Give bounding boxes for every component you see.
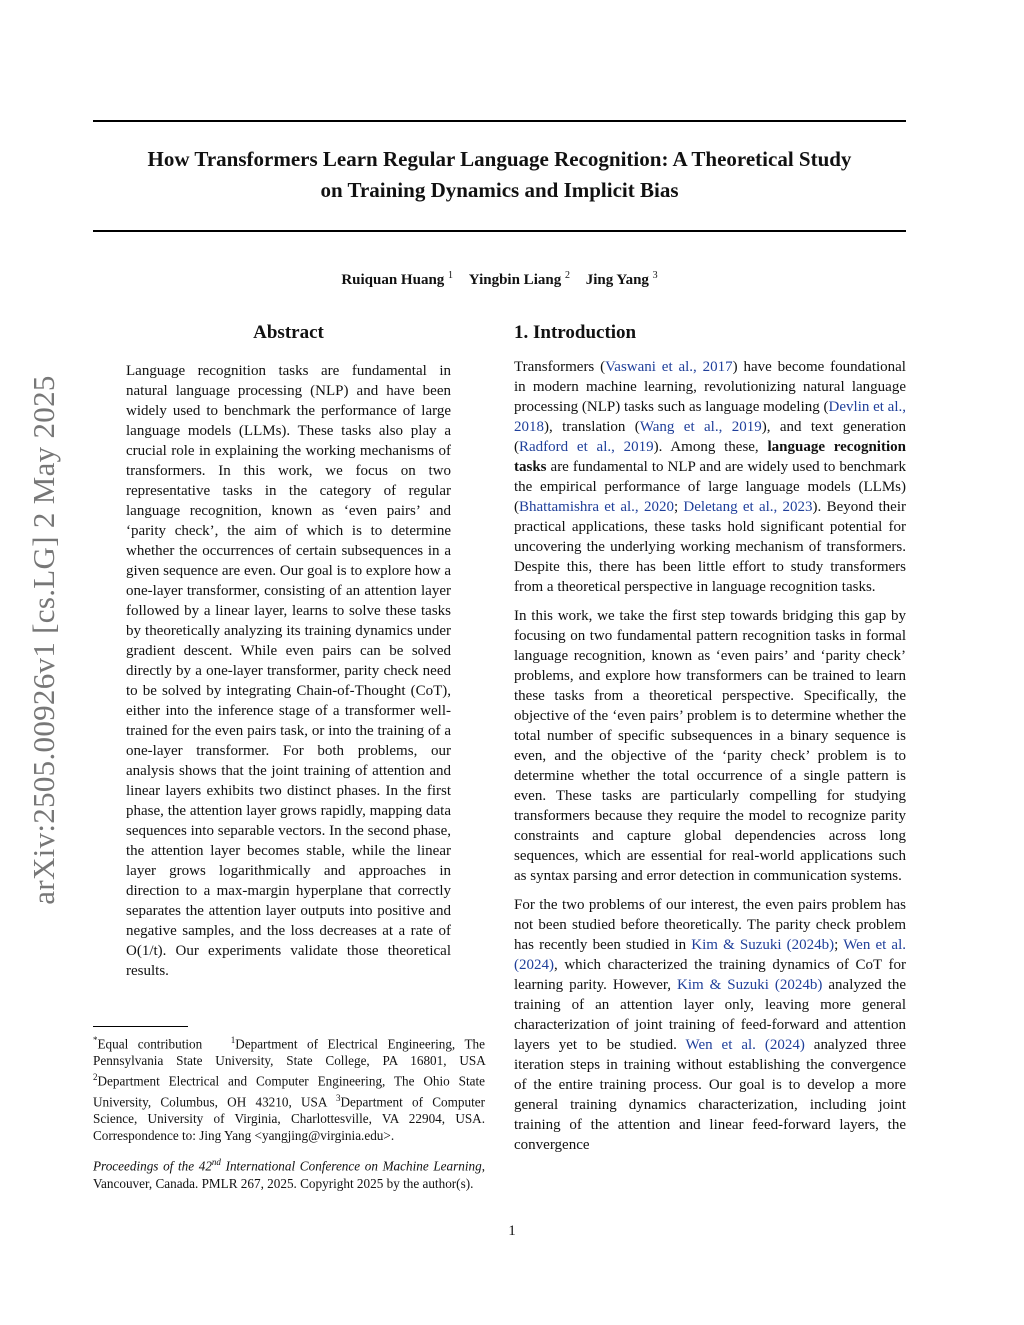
text-run: analyzed three iteration steps in training without establishing the convergence of the entire training process. Our goal is to develop a more general training dynamics characterization, including joint training of the attention and linear feed-forward layers, the convergence: [514, 1037, 907, 1153]
text-run: ;: [834, 937, 844, 953]
author-1: [341, 272, 453, 288]
author-affil-mark: 1: [448, 270, 454, 281]
text-run: are fundamental to NLP and are widely used to benchmark the empirical performance of large language models (LLMs) (: [514, 459, 906, 515]
footnotes: [93, 1032, 485, 1192]
proceedings-italic: International Conference on Machine Learning: [220, 1158, 482, 1174]
intro-paragraph-3: [514, 895, 906, 1155]
author-3: [586, 272, 658, 288]
affiliation-footnote: [93, 1032, 485, 1144]
citation-link[interactable]: Vaswani et al., 2017: [605, 359, 733, 375]
proceedings-ordinal: nd: [211, 1157, 221, 1168]
author-affil-mark: 2: [564, 270, 570, 281]
footnote-mark: 2: [93, 1072, 98, 1083]
page-number: 1: [508, 1223, 516, 1239]
text-run: analyzed the training of an attention layer only, leaving more general characterization of joint training of feed-forward and attention layers yet to be studied.: [514, 977, 907, 1053]
equal-contribution-note: Equal contribution: [97, 1036, 203, 1052]
citation-link[interactable]: Kim & Suzuki (2024b): [691, 937, 835, 953]
title-rule-top: [93, 120, 906, 122]
author-list: [93, 266, 906, 290]
footnote-mark: 3: [335, 1092, 341, 1103]
title-line-1: How Transformers Learn Regular Language Recognition: A Theoretical Study: [147, 147, 852, 171]
affiliation-3: Department of Computer Science, University of Virginia, Charlottesville, VA 22904, USA.: [93, 1094, 486, 1127]
footnote-rule: [93, 1026, 188, 1027]
text-run: For the two problems of our interest, the even pairs problem has not been studied before theoretically. The parity check problem has recently been studied in: [514, 897, 906, 953]
proceedings-italic: Proceedings of the 42: [93, 1158, 212, 1174]
citation-link[interactable]: Wen et al. (2024): [685, 1037, 805, 1053]
author-affil-mark: 3: [652, 270, 658, 281]
citation-link[interactable]: Wang et al., 2019: [639, 419, 762, 435]
text-run: ) have become foundational in modern machine learning, revolutionizing natural language processing (NLP) tasks such as language modeling (: [514, 359, 906, 415]
text-run: , which characterized the training dynamics of CoT for learning parity. However,: [514, 957, 906, 993]
intro-paragraph-1: [514, 357, 906, 597]
text-run: ), translation (: [544, 419, 640, 435]
title-rule-bottom: [93, 230, 906, 232]
author-2: [469, 272, 570, 288]
citation-link[interactable]: Devlin et al., 2018: [514, 399, 907, 435]
abstract-body: Language recognition tasks are fundamental in natural language processing (NLP) and have been widely used to benchmark the performance of large language models (LLMs). These tasks also play a crucial role in explaining the working mechanisms of transformers. In this work, we focus on two representative tasks in the category of regular language recognition, known as ‘even pairs’ and ‘parity check’, the aim of which is to determine whether the occurrences of certain subsequences in a given sequence are even. Our goal is to explore how a one-layer transformer, consisting of an attention layer followed by a linear layer, learns to solve these tasks by theoretically analyzing its training dynamics under gradient descent. While even pairs can be solved directly by a one-layer transformer, parity check need to be solved by integrating Chain-of-Thought (CoT), either into the inference stage of a transformer well-trained for the even pairs task, or into the training of a one-layer transformer. For both problems, our analysis shows that the joint training of attention and linear layers exhibits two distinct phases. In the first phase, the attention layer grows rapidly, mapping data sequences into separable vectors. In the second phase, the attention layer becomes stable, while the linear layer grows logarithmically and approaches in direction to a max-margin hyperplane that correctly separates the attention layer outputs into positive and negative samples, and the loss decreases at a rate of O(1/t). Our experiments validate those theoretical results.: [126, 363, 451, 979]
correspondence-note: Correspondence to: Jing Yang <yangjing@virginia.edu>.: [93, 1128, 395, 1144]
text-run: Transformers (: [514, 359, 606, 375]
text-run: ), and text generation (: [514, 419, 907, 455]
footnote-mark: 1: [230, 1035, 236, 1045]
text-run: ). Beyond their practical applications, these tasks hold significant potential for uncovering the underlying working mechanism of transformers. Despite this, there has been little effort to study transformers from a theoretical perspective in language recognition tasks.: [514, 499, 906, 595]
arxiv-id-stamp: arXiv:2505.00926v1 [cs.LG] 2 May 2025: [26, 375, 61, 905]
footnote-mark: *: [93, 1035, 98, 1045]
paper-title: [93, 144, 906, 206]
citation-link[interactable]: Bhattamishra et al., 2020: [519, 499, 674, 515]
bold-term: language recognition tasks: [514, 439, 906, 475]
introduction-heading: 1. Introduction: [514, 322, 637, 343]
text-run: ). Among these,: [653, 439, 759, 455]
abstract-heading: Abstract: [253, 322, 324, 343]
affiliation-1: Department of Electrical Engineering, The Pennsylvania State University, State College, PA 16801, USA: [93, 1036, 485, 1069]
citation-link[interactable]: Deletang et al., 2023: [683, 499, 813, 515]
text-run: ;: [673, 499, 684, 515]
intro-paragraph-2: In this work, we take the first step towards bridging this gap by focusing on two fundamental pattern recognition tasks in formal language recognition, known as ‘even pairs’ and ‘parity check’ problems, and explore how transformers can be trained to learn these tasks from a theoretical perspective. Specifically, the objective of the ‘even pairs’ problem is to determine whether the total number of specific subsequences in a binary sequence is even, and the objective of the ‘parity check’ problem is to determine whether the total occurrence of a single pattern is even. These tasks are particularly compelling for studying transformers because they require the model to recognize parity constraints and capture global dependencies across long sequences, which are essential for real-world applications such as syntax parsing and error detection in communication systems.: [514, 608, 906, 884]
citation-link[interactable]: Kim & Suzuki (2024b): [676, 977, 823, 993]
author-name: Ruiquan Huang: [341, 272, 445, 288]
author-name: Jing Yang: [585, 272, 649, 288]
citation-link[interactable]: Wen et al. (2024): [514, 937, 906, 973]
affiliation-2: Department Electrical and Computer Engineering, The Ohio State University, Columbus, OH 43210, USA: [93, 1073, 485, 1110]
author-name: Yingbin Liang: [468, 272, 562, 288]
title-line-2: on Training Dynamics and Implicit Bias: [320, 178, 679, 202]
citation-link[interactable]: Radford et al., 2019: [519, 439, 654, 455]
proceedings-note: [93, 1154, 485, 1191]
proceedings-rest: , Vancouver, Canada. PMLR 267, 2025. Copyright 2025 by the author(s).: [93, 1158, 485, 1191]
introduction-body: [514, 357, 906, 1164]
